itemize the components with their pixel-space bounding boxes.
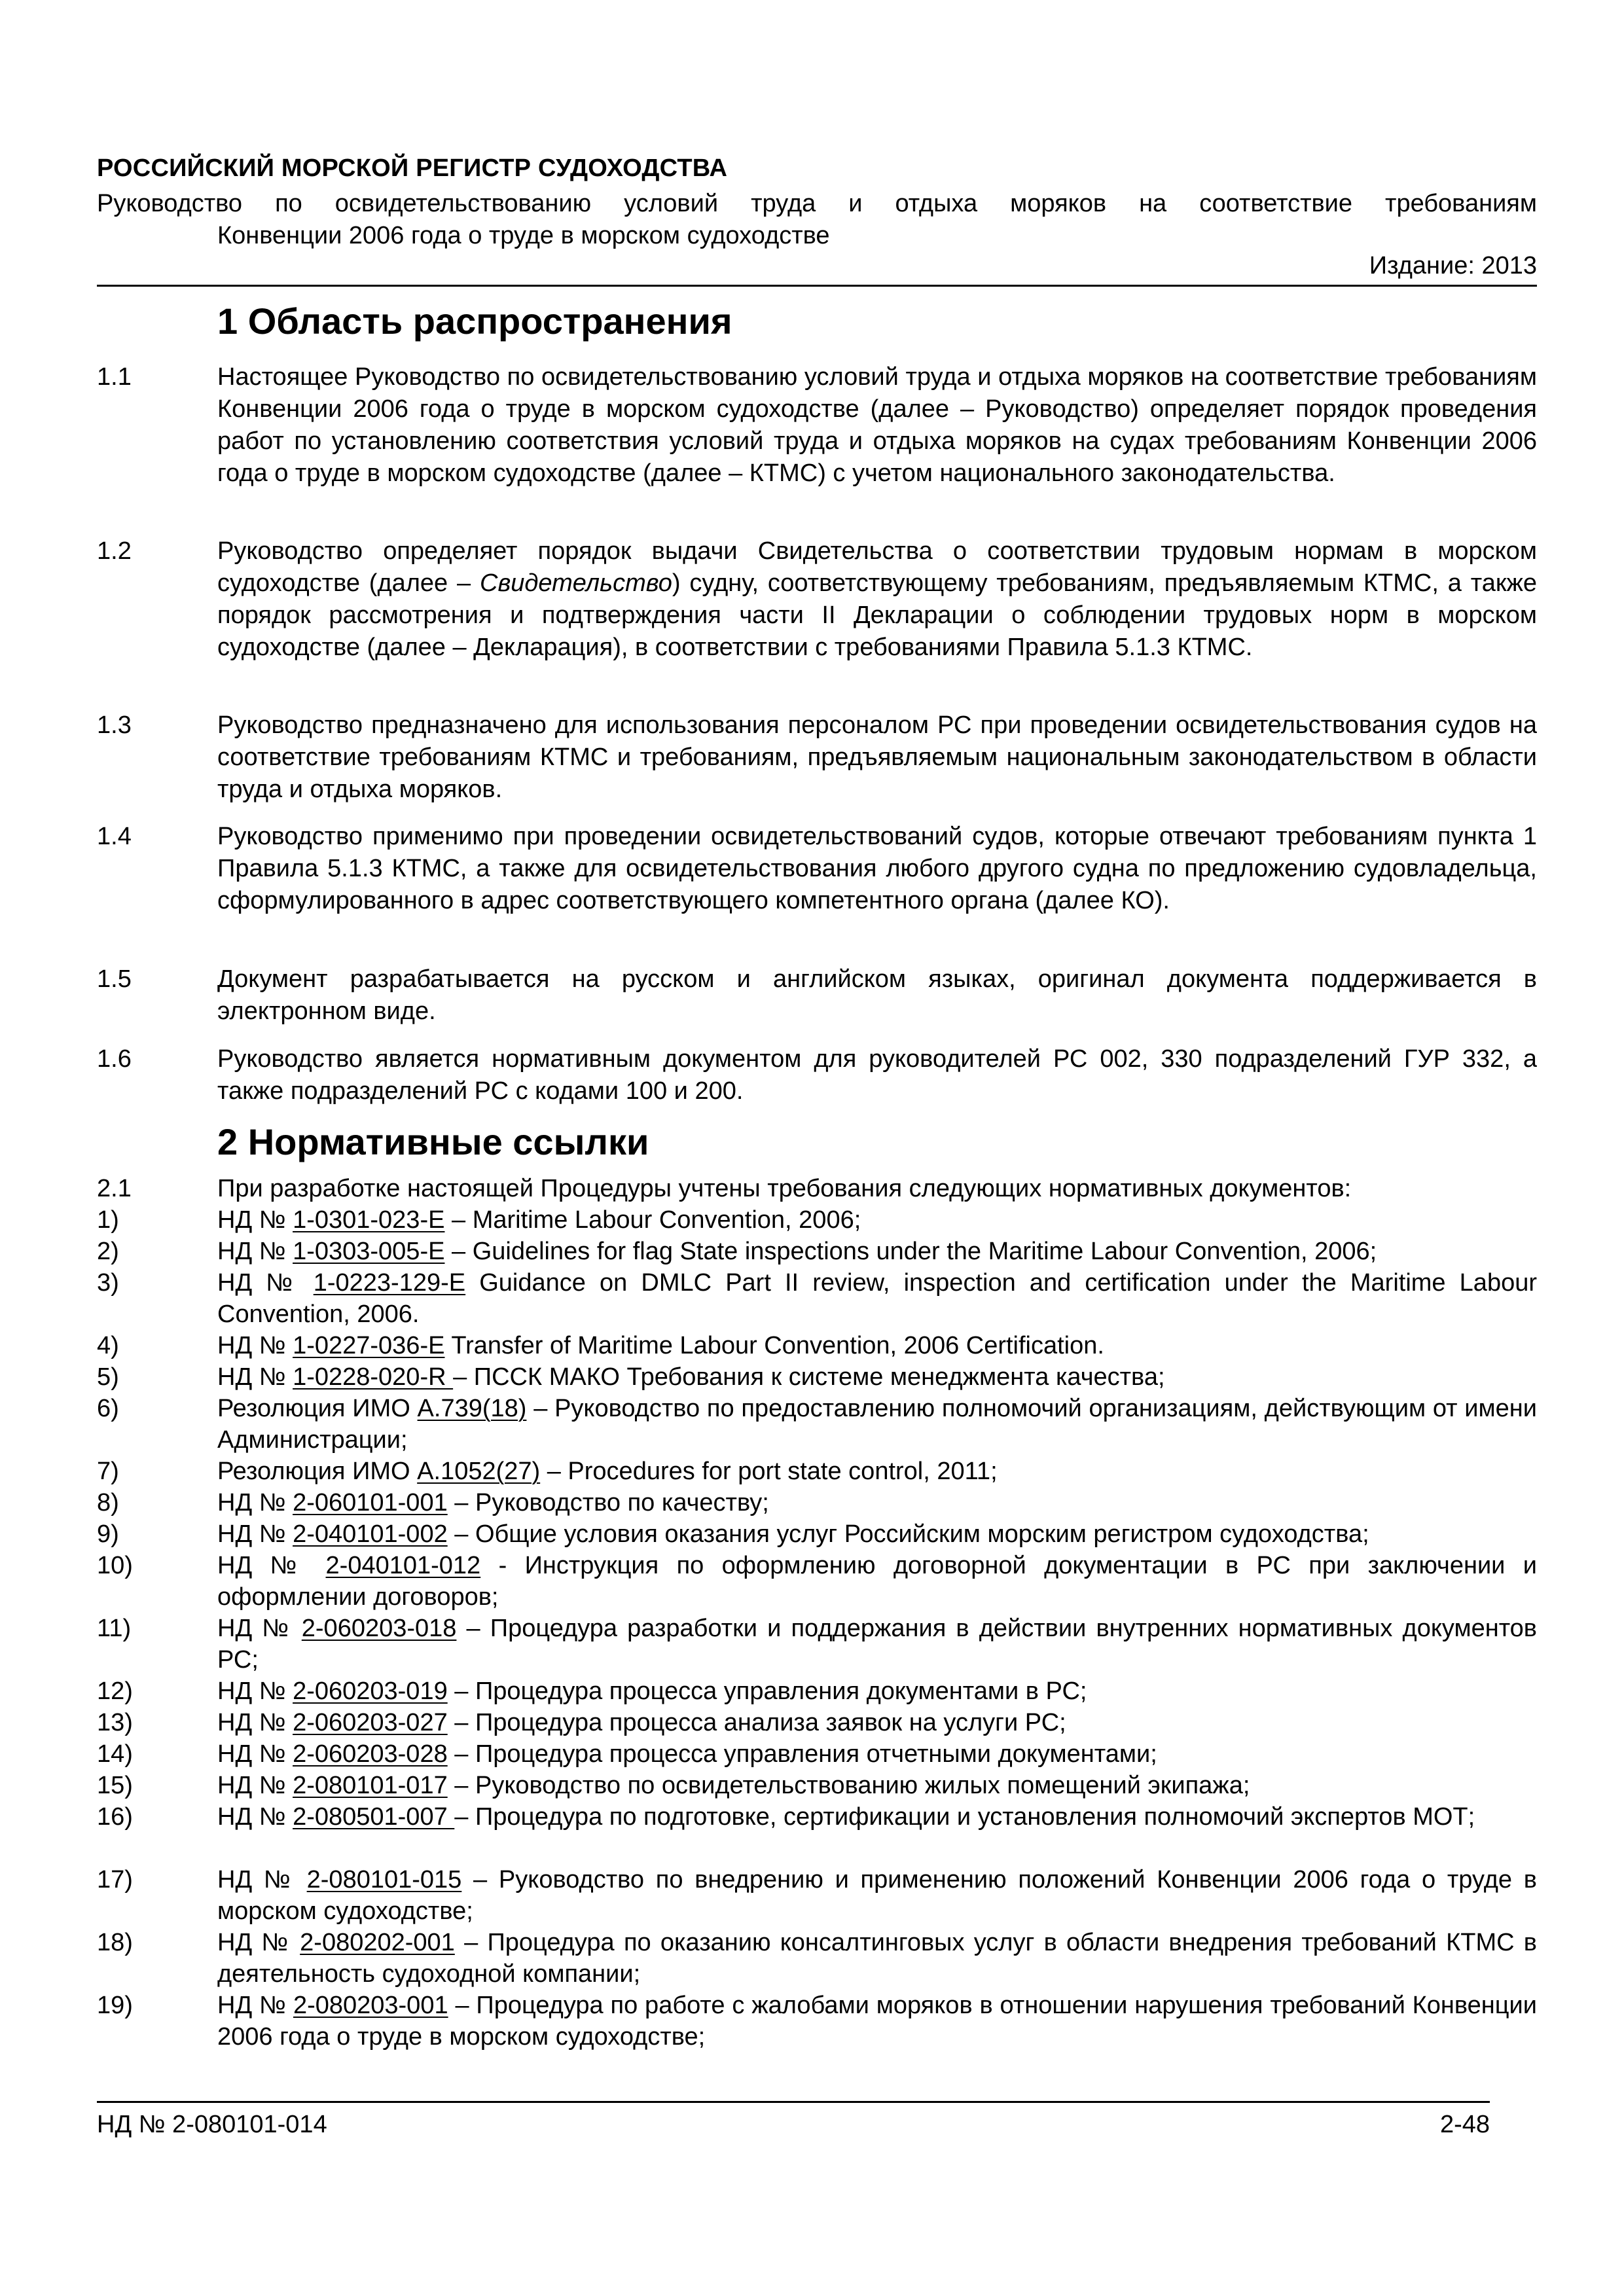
reference-number: 8) xyxy=(97,1489,119,1516)
reference-number: 13) xyxy=(97,1709,133,1736)
reference-prefix: НД № xyxy=(217,1992,293,2019)
paragraph-2-1 xyxy=(97,1173,1537,1204)
reference-text xyxy=(217,1518,1537,1550)
reference-number: 16) xyxy=(97,1803,133,1831)
paragraph-text: Руководство является нормативным документом для руководителей РС 002, 330 подразделений ГУР 332, а также подразделений РС с кодами 100 и 200. xyxy=(217,1045,1537,1105)
paragraph-1-6 xyxy=(97,1043,1537,1107)
reference-item xyxy=(97,1770,1537,1801)
paragraph-number: 2.1 xyxy=(97,1175,132,1202)
reference-prefix: НД № xyxy=(217,1363,293,1391)
paragraph-1-5 xyxy=(97,963,1537,1028)
reference-prefix: НД № xyxy=(217,1332,293,1359)
reference-prefix: НД № xyxy=(217,1520,293,1548)
reference-title: Guidance on DMLC Part II review, inspection and certification under the Maritime Labour Convention, 2006. xyxy=(217,1269,1537,1328)
reference-document-link[interactable]: 1-0228-020-R xyxy=(293,1363,454,1391)
paragraph-number: 1.6 xyxy=(97,1045,132,1073)
paragraph-text: При разработке настоящей Процедуры учтены требования следующих нормативных документов: xyxy=(217,1175,1352,1202)
paragraph-text-part: ) судну, соответствующему требованиям, предъявляемым КТМС, а также порядок рассмотрения и подтверждения части II Декларации о соблюдении трудовых норм в морском судоходстве (далее – Декларация), в соответствии с требованиями Правила 5.1.3 КТМС. xyxy=(217,569,1538,661)
reference-prefix: Резолюция ИМО xyxy=(217,1395,418,1422)
reference-document-link[interactable]: 2-060203-027 xyxy=(293,1709,448,1736)
reference-prefix: НД № xyxy=(217,1677,293,1705)
reference-text xyxy=(217,1393,1537,1456)
reference-document-link[interactable]: 2-060203-018 xyxy=(301,1615,457,1642)
reference-text xyxy=(217,1550,1537,1613)
reference-document-link[interactable]: 2-060101-001 xyxy=(293,1489,448,1516)
reference-number: 10) xyxy=(97,1552,133,1579)
reference-text xyxy=(217,1707,1537,1738)
reference-number: 18) xyxy=(97,1929,133,1956)
reference-prefix: НД № xyxy=(217,1615,302,1642)
reference-prefix: НД № xyxy=(217,1929,300,1956)
paragraph-text: Документ разрабатывается на русском и английском языках, оригинал документа поддерживается в электронном виде. xyxy=(217,965,1537,1025)
reference-document-link[interactable]: 2-060203-019 xyxy=(293,1677,448,1705)
defined-term: Свидетельство xyxy=(480,569,672,597)
reference-prefix: НД № xyxy=(217,1709,293,1736)
reference-item xyxy=(97,1456,1537,1487)
reference-document-link[interactable]: 1-0227-036-E xyxy=(293,1332,445,1359)
reference-item xyxy=(97,1927,1537,1990)
reference-title: – Процедура разработки и поддержания в действии внутренних нормативных документов РС; xyxy=(217,1615,1537,1674)
reference-text xyxy=(217,1204,1537,1236)
reference-prefix: НД № xyxy=(217,1238,293,1265)
reference-document-link[interactable]: 2-080101-015 xyxy=(306,1866,462,1893)
reference-document-link[interactable]: 2-060203-028 xyxy=(293,1740,448,1768)
reference-title: - Инструкция по оформлению договорной документации в РС при заключении и оформлении договоров; xyxy=(217,1552,1537,1611)
reference-item xyxy=(97,1613,1537,1676)
paragraph-number: 1.1 xyxy=(97,363,132,391)
reference-title: – Процедура процесса управления документами в РС; xyxy=(447,1677,1087,1705)
reference-number: 15) xyxy=(97,1772,133,1799)
reference-title: – Руководство по внедрению и применению положений Конвенции 2006 года о труде в морском судоходстве; xyxy=(217,1866,1537,1925)
reference-title: – ПССК МАКО Требования к системе менеджмента качества; xyxy=(453,1363,1165,1391)
reference-text xyxy=(217,1456,1537,1487)
reference-number: 3) xyxy=(97,1269,119,1297)
reference-text xyxy=(217,1770,1537,1801)
paragraph-1-4 xyxy=(97,821,1537,917)
reference-number: 14) xyxy=(97,1740,133,1768)
reference-number: 5) xyxy=(97,1363,119,1391)
reference-document-link[interactable]: 1-0301-023-E xyxy=(293,1206,445,1234)
reference-text xyxy=(217,1236,1537,1267)
footer-divider xyxy=(97,2101,1490,2103)
reference-title: – Guidelines for flag State inspections under the Maritime Labour Convention, 2006; xyxy=(444,1238,1377,1265)
organization-name: РОССИЙСКИЙ МОРСКОЙ РЕГИСТР СУДОХОДСТВА xyxy=(97,154,728,182)
reference-item xyxy=(97,1738,1537,1770)
reference-text xyxy=(217,1613,1537,1676)
reference-document-link[interactable]: 1-0223-129-E xyxy=(313,1269,466,1297)
reference-title: – Процедура по оказанию консалтинговых услуг в области внедрения требований КТМС в деятельность судоходной компании; xyxy=(217,1929,1537,1988)
reference-number: 11) xyxy=(97,1615,132,1642)
reference-document-link[interactable]: 2-080202-001 xyxy=(300,1929,455,1956)
reference-document-link[interactable]: 2-080101-017 xyxy=(293,1772,448,1799)
section-1-heading: 1 Область распространения xyxy=(217,300,732,342)
reference-title: – Процедура процесса анализа заявок на услуги РС; xyxy=(447,1709,1066,1736)
reference-item xyxy=(97,1361,1537,1393)
reference-number: 6) xyxy=(97,1395,119,1422)
paragraph-text-part: Руководство определяет порядок выдачи Свидетельства о соответствии трудовым нормам в морском судоходстве (далее – xyxy=(217,537,1537,597)
reference-prefix: НД № xyxy=(217,1552,326,1579)
reference-prefix: НД № xyxy=(217,1803,293,1831)
paragraph-text xyxy=(217,535,1537,664)
reference-item xyxy=(97,1676,1537,1707)
reference-title: – Процедура по подготовке, сертификации и установления полномочий экспертов МОТ; xyxy=(454,1803,1475,1831)
paragraph-1-2 xyxy=(97,535,1537,664)
reference-number: 7) xyxy=(97,1458,119,1485)
reference-item xyxy=(97,1707,1537,1738)
reference-item xyxy=(97,1204,1537,1236)
reference-title: – Procedures for port state control, 2011; xyxy=(540,1458,998,1485)
reference-text xyxy=(217,1738,1537,1770)
reference-text xyxy=(217,1330,1537,1361)
paragraph-number: 1.4 xyxy=(97,823,132,850)
reference-prefix: НД № xyxy=(217,1269,314,1297)
reference-text xyxy=(217,1676,1537,1707)
reference-number: 4) xyxy=(97,1332,119,1359)
header-divider xyxy=(97,285,1537,287)
reference-item xyxy=(97,1236,1537,1267)
reference-document-link[interactable]: 2-040101-012 xyxy=(325,1552,481,1579)
footer-document-number: НД № 2-080101-014 xyxy=(97,2111,327,2138)
paragraph-1-1 xyxy=(97,361,1537,490)
paragraph-text: Руководство предназначено для использования персоналом РС при проведении освидетельствования судов на соответствие требованиям КТМС и требованиям, предъявляемым национальным законодательством в области труда и отдыха моряков. xyxy=(217,711,1537,803)
document-title-line-1: Руководство по освидетельствованию условий труда и отдыха моряков на соответствие требованиям xyxy=(97,190,1537,217)
reference-document-link[interactable]: 2-040101-002 xyxy=(293,1520,448,1548)
reference-title: – Руководство по предоставлению полномочий организациям, действующим от имени Администрации; xyxy=(217,1395,1537,1454)
reference-document-link[interactable]: A.739(18) xyxy=(417,1395,527,1422)
reference-document-link[interactable]: 2-080501-007 xyxy=(293,1803,455,1831)
reference-prefix: НД № xyxy=(217,1740,293,1768)
reference-item xyxy=(97,1267,1537,1330)
reference-item xyxy=(97,1990,1537,2053)
paragraph-number: 1.3 xyxy=(97,711,132,739)
reference-prefix: НД № xyxy=(217,1772,293,1799)
reference-title: – Руководство по качеству; xyxy=(447,1489,769,1516)
paragraph-number: 1.5 xyxy=(97,965,132,993)
reference-prefix: Резолюция ИМО xyxy=(217,1458,418,1485)
edition-label: Издание: 2013 xyxy=(1369,252,1537,279)
reference-text xyxy=(217,1864,1537,1927)
reference-item xyxy=(97,1801,1537,1833)
reference-title: – Maritime Labour Convention, 2006; xyxy=(444,1206,861,1234)
reference-prefix: НД № xyxy=(217,1866,307,1893)
reference-item xyxy=(97,1330,1537,1361)
reference-number: 17) xyxy=(97,1866,133,1893)
footer-page-number: 2-48 xyxy=(1439,2111,1490,2138)
paragraph-text: Настоящее Руководство по освидетельствованию условий труда и отдыха моряков на соответствие требованиям Конвенции 2006 года о труде в морском судоходстве (далее – Руководство) определяет порядок проведения работ по установлению соответствия условий труда и отдыха моряков на судах требованиям Конвенции 2006 года о труде в морском судоходстве (далее – КТМС) с учетом национального законодательства. xyxy=(217,363,1537,487)
reference-text xyxy=(217,1487,1537,1518)
reference-number: 19) xyxy=(97,1992,133,2019)
reference-item xyxy=(97,1393,1537,1456)
reference-text xyxy=(217,1990,1537,2053)
reference-prefix: НД № xyxy=(217,1206,293,1234)
reference-title: – Руководство по освидетельствованию жилых помещений экипажа; xyxy=(447,1772,1250,1799)
reference-title: – Процедура по работе с жалобами моряков в отношении нарушения требований Конвенции 2006 года о труде в морском судоходстве; xyxy=(217,1992,1538,2051)
reference-text xyxy=(217,1927,1537,1990)
reference-item xyxy=(97,1550,1537,1613)
reference-title: – Общие условия оказания услуг Российским морским регистром судоходства; xyxy=(447,1520,1369,1548)
reference-prefix: НД № xyxy=(217,1489,293,1516)
reference-document-link[interactable]: A.1052(27) xyxy=(417,1458,541,1485)
document-title-line-2: Конвенции 2006 года о труде в морском судоходстве xyxy=(217,222,830,249)
reference-text xyxy=(217,1361,1537,1393)
reference-number: 2) xyxy=(97,1238,119,1265)
reference-item xyxy=(97,1487,1537,1518)
reference-number: 9) xyxy=(97,1520,119,1548)
reference-item xyxy=(97,1864,1537,1927)
reference-number: 1) xyxy=(97,1206,119,1234)
reference-item xyxy=(97,1518,1537,1550)
paragraph-number: 1.2 xyxy=(97,537,132,565)
reference-document-link[interactable]: 1-0303-005-E xyxy=(293,1238,445,1265)
reference-document-link[interactable]: 2-080203-001 xyxy=(293,1992,448,2019)
paragraph-1-3 xyxy=(97,709,1537,806)
reference-text xyxy=(217,1267,1537,1330)
document-title xyxy=(97,188,1537,252)
reference-text xyxy=(217,1801,1537,1833)
reference-title: – Процедура процесса управления отчетными документами; xyxy=(447,1740,1157,1768)
reference-number: 12) xyxy=(97,1677,133,1705)
paragraph-text: Руководство применимо при проведении освидетельствований судов, которые отвечают требованиям пункта 1 Правила 5.1.3 КТМС, а также для освидетельствования любого другого судна по предложению судовладельца, сформулированного в адрес соответствующего компетентного органа (далее КО). xyxy=(217,823,1537,914)
section-2-heading: 2 Нормативные ссылки xyxy=(217,1121,649,1162)
reference-title: Transfer of Maritime Labour Convention, 2006 Certification. xyxy=(444,1332,1104,1359)
